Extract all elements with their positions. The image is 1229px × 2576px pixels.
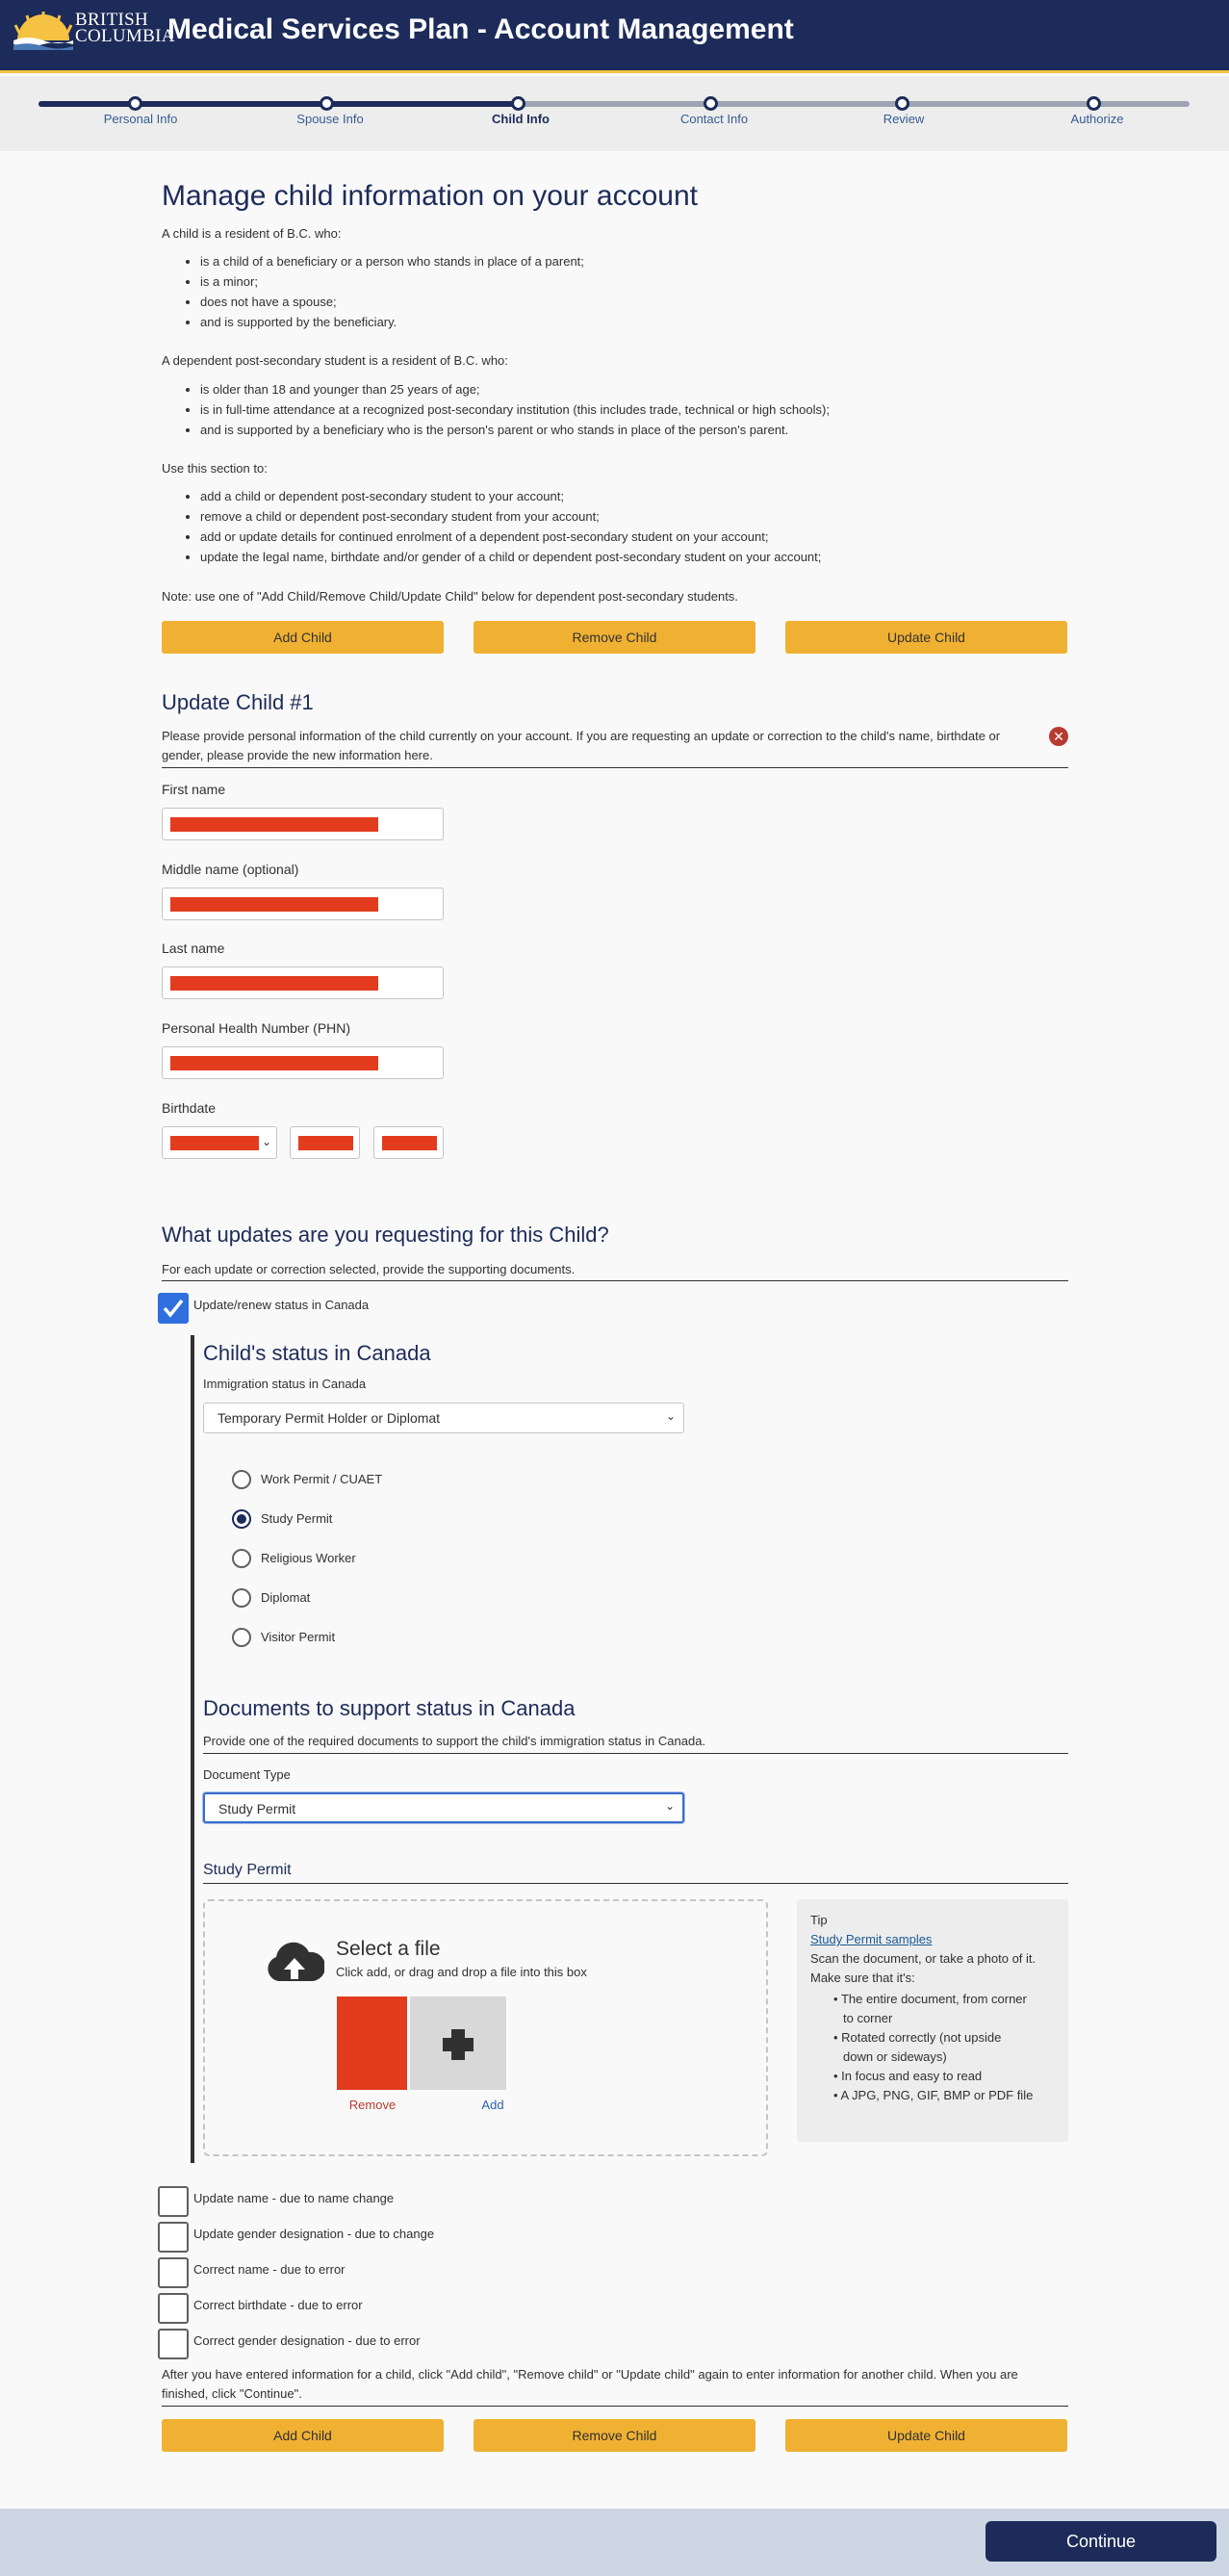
checkmark-icon — [160, 1295, 187, 1322]
radio-religious-worker[interactable] — [232, 1549, 251, 1568]
step-label-child-info[interactable]: Child Info — [492, 112, 550, 126]
list-item: • remove a child or dependent post-secondary student from your account; — [200, 506, 821, 527]
step-label-authorize: Authorize — [1070, 112, 1124, 126]
list-item: • is a child of a beneficiary or a person who stands in place of a parent; — [200, 251, 584, 271]
updates-heading: What updates are you requesting for this Child? — [162, 1223, 609, 1247]
update-child-description-line1: Please provide personal information of the child currently on your account. If you are requesting an update or correction to the child's name, birthdate or — [162, 729, 1001, 743]
phn-label: Personal Health Number (PHN) — [162, 1020, 351, 1036]
progress-stepper — [0, 76, 1229, 151]
phn-field[interactable] — [162, 1046, 444, 1079]
step-label-review: Review — [883, 112, 925, 126]
use-section-intro: Use this section to: — [162, 461, 268, 476]
app-header — [0, 0, 1229, 73]
list-item: • update the legal name, birthdate and/or gender of a child or dependent post-secondary student on your account; — [200, 547, 821, 567]
radio-label-religious-worker[interactable]: Religious Worker — [261, 1551, 356, 1565]
study-permit-upload-heading: Study Permit — [203, 1862, 292, 1878]
list-item: • and is supported by a beneficiary who is the person's parent or who stands in place of the person's parent. — [200, 420, 830, 440]
update-child-button-bottom[interactable]: Update Child — [785, 2419, 1067, 2452]
list-item: A JPG, PNG, GIF, BMP or PDF file — [840, 2088, 1034, 2102]
last-name-label: Last name — [162, 940, 225, 956]
tip-title: Tip — [810, 1913, 828, 1927]
middle-name-label: Middle name (optional) — [162, 862, 299, 877]
tip-line2: Make sure that it's: — [810, 1971, 915, 1985]
list-item: • add a child or dependent post-secondary student to your account; — [200, 486, 821, 506]
last-name-field[interactable] — [162, 966, 444, 999]
middle-name-field[interactable] — [162, 888, 444, 920]
sun-icon — [13, 8, 73, 50]
document-type-label: Document Type — [203, 1767, 291, 1782]
student-definition: A dependent post-secondary student is a resident of B.C. who: — [162, 353, 508, 368]
section-divider — [162, 767, 1068, 768]
remove-child-button-bottom[interactable]: Remove Child — [474, 2419, 755, 2452]
continue-button[interactable]: Continue — [986, 2521, 1216, 2562]
use-section-list — [183, 486, 821, 567]
plus-icon — [410, 1996, 506, 2090]
redaction — [170, 1136, 259, 1150]
chevron-down-icon: ⌄ — [665, 1409, 676, 1423]
step-label-spouse-info[interactable]: Spouse Info — [296, 112, 364, 126]
step-dot-child-info[interactable] — [511, 96, 525, 111]
update-child-heading: Update Child #1 — [162, 690, 314, 714]
child-criteria-list — [183, 251, 584, 332]
birthdate-year-field[interactable] — [373, 1126, 444, 1159]
update-name-label[interactable]: Update name - due to name change — [193, 2191, 395, 2205]
radio-visitor-permit[interactable] — [232, 1628, 251, 1647]
redaction — [298, 1136, 353, 1150]
logo-text-line2: COLUMBIA — [75, 26, 175, 46]
list-item: • does not have a spouse; — [200, 292, 584, 312]
list-item: • is in full-time attendance at a recognized post-secondary institution (this includes trade, technical or high schools); — [200, 399, 830, 420]
documents-description: Provide one of the required documents to support the child's immigration status in Canada. — [203, 1734, 706, 1748]
section-divider — [162, 2406, 1068, 2407]
step-label-contact-info: Contact Info — [679, 112, 749, 126]
list-item: In focus and easy to read — [841, 2069, 983, 2083]
updates-description: For each update or correction selected, provide the supporting documents. — [162, 1262, 576, 1276]
add-child-button-bottom[interactable]: Add Child — [162, 2419, 444, 2452]
remove-child-button[interactable]: Remove Child — [474, 621, 755, 654]
add-file-button[interactable] — [410, 1996, 506, 2090]
documents-heading: Documents to support status in Canada — [203, 1696, 576, 1720]
note-text: Note: use one of "Add Child/Remove Child/Update Child" below for dependent post-secondary students. — [162, 589, 738, 604]
radio-label-study-permit[interactable]: Study Permit — [261, 1511, 333, 1526]
upload-title: Select a file — [336, 1938, 441, 1960]
add-child-button[interactable]: Add Child — [162, 621, 444, 654]
footer-note-line1: After you have entered information for a child, click "Add child", "Remove child" or "Update child" again to enter information for another child. When you are — [162, 2367, 1018, 2382]
renew-status-checkbox[interactable] — [158, 1293, 189, 1324]
birthdate-month-select[interactable] — [162, 1126, 277, 1159]
radio-label-diplomat[interactable]: Diplomat — [261, 1590, 311, 1605]
radio-label-visitor-permit[interactable]: Visitor Permit — [261, 1630, 336, 1644]
step-dot-contact-info — [704, 96, 718, 111]
step-dot-spouse-info[interactable] — [320, 96, 334, 111]
renew-status-label[interactable]: Update/renew status in Canada — [193, 1298, 370, 1312]
step-dot-authorize — [1087, 96, 1101, 111]
page-title: Manage child information on your account — [162, 180, 698, 212]
correct-name-checkbox[interactable] — [158, 2257, 189, 2288]
redaction — [382, 1136, 437, 1150]
document-type-select[interactable] — [203, 1792, 684, 1823]
list-item: The entire document, from corner — [840, 1992, 1027, 2006]
radio-work-permit[interactable] — [232, 1470, 251, 1489]
progress-fill — [38, 101, 518, 107]
first-name-label: First name — [162, 782, 226, 797]
chevron-down-icon: ⌄ — [262, 1135, 272, 1148]
step-label-personal-info[interactable]: Personal Info — [103, 112, 178, 126]
student-criteria-list — [183, 379, 830, 440]
footer-note-line2: finished, click "Continue". — [162, 2386, 302, 2401]
step-dot-review — [895, 96, 909, 111]
radio-label-work-permit[interactable]: Work Permit / CUAET — [261, 1472, 383, 1486]
status-section-bar — [191, 1335, 194, 2163]
child-definition: A child is a resident of B.C. who: — [162, 226, 342, 241]
list-item: • is older than 18 and younger than 25 years of age; — [200, 379, 830, 399]
app-title: Medical Services Plan - Account Management — [167, 13, 794, 45]
birthdate-day-field[interactable] — [290, 1126, 360, 1159]
redaction — [170, 817, 378, 832]
correct-birthdate-label[interactable]: Correct birthdate - due to error — [193, 2298, 363, 2312]
step-dot-personal-info[interactable] — [128, 96, 142, 111]
list-item: • is a minor; — [200, 271, 584, 292]
tip-panel — [797, 1899, 1068, 2142]
correct-gender-label[interactable]: Correct gender designation - due to error — [193, 2333, 421, 2348]
radio-diplomat[interactable] — [232, 1588, 251, 1608]
tip-list: • The entire document, from corner to corner • Rotated correctly (not upside down or sideways) • In focus and easy to read • A JPG, PNG, GIF, BMP or PDF file — [833, 1992, 1034, 2102]
update-child-description-line2: gender, please provide the new information here. — [162, 748, 433, 762]
update-gender-checkbox[interactable] — [158, 2222, 189, 2253]
correct-birthdate-checkbox[interactable] — [158, 2293, 189, 2324]
close-icon[interactable]: ✕ — [1049, 727, 1068, 746]
section-divider — [203, 1753, 1068, 1754]
redaction — [170, 1056, 378, 1070]
status-heading: Child's status in Canada — [203, 1341, 431, 1365]
bc-logo — [13, 8, 175, 54]
chevron-down-icon: ⌄ — [664, 1799, 675, 1813]
logo-text-line1: BRITISH — [75, 10, 148, 30]
section-divider — [162, 1280, 1068, 1281]
upload-hint: Click add, or drag and drop a file into this box — [336, 1965, 587, 1979]
correct-name-label[interactable]: Correct name - due to error — [193, 2262, 346, 2277]
list-item: • add or update details for continued enrolment of a dependent post-secondary student on your account; — [200, 527, 821, 547]
update-gender-label[interactable]: Update gender designation - due to change — [193, 2227, 435, 2241]
document-type-value: Study Permit — [218, 1801, 296, 1816]
update-child-button[interactable]: Update Child — [785, 621, 1067, 654]
remove-file-link[interactable]: Remove — [348, 2098, 397, 2112]
immigration-status-value: Temporary Permit Holder or Diplomat — [218, 1410, 441, 1426]
list-item: • and is supported by the beneficiary. — [200, 312, 584, 332]
section-divider — [203, 1883, 1068, 1884]
immigration-status-label: Immigration status in Canada — [203, 1377, 367, 1391]
first-name-field[interactable] — [162, 808, 444, 840]
uploaded-file-thumbnail — [337, 1996, 407, 2090]
list-item: to corner — [843, 2011, 893, 2025]
correct-gender-checkbox[interactable] — [158, 2329, 189, 2359]
birthdate-label: Birthdate — [162, 1100, 217, 1116]
radio-study-permit[interactable] — [232, 1509, 251, 1529]
update-name-checkbox[interactable] — [158, 2186, 189, 2217]
immigration-status-select[interactable] — [203, 1403, 684, 1433]
study-permit-samples-link[interactable]: Study Permit samples — [810, 1932, 933, 1946]
list-item: down or sideways) — [843, 2049, 947, 2064]
file-upload-dropzone[interactable] — [203, 1899, 768, 2156]
list-item: Rotated correctly (not upside — [841, 2030, 1002, 2045]
cloud-upload-icon — [265, 1939, 324, 1985]
redaction — [170, 897, 378, 912]
add-file-link[interactable]: Add — [481, 2098, 504, 2112]
tip-line1: Scan the document, or take a photo of it. — [810, 1951, 1037, 1966]
redaction — [170, 976, 378, 991]
